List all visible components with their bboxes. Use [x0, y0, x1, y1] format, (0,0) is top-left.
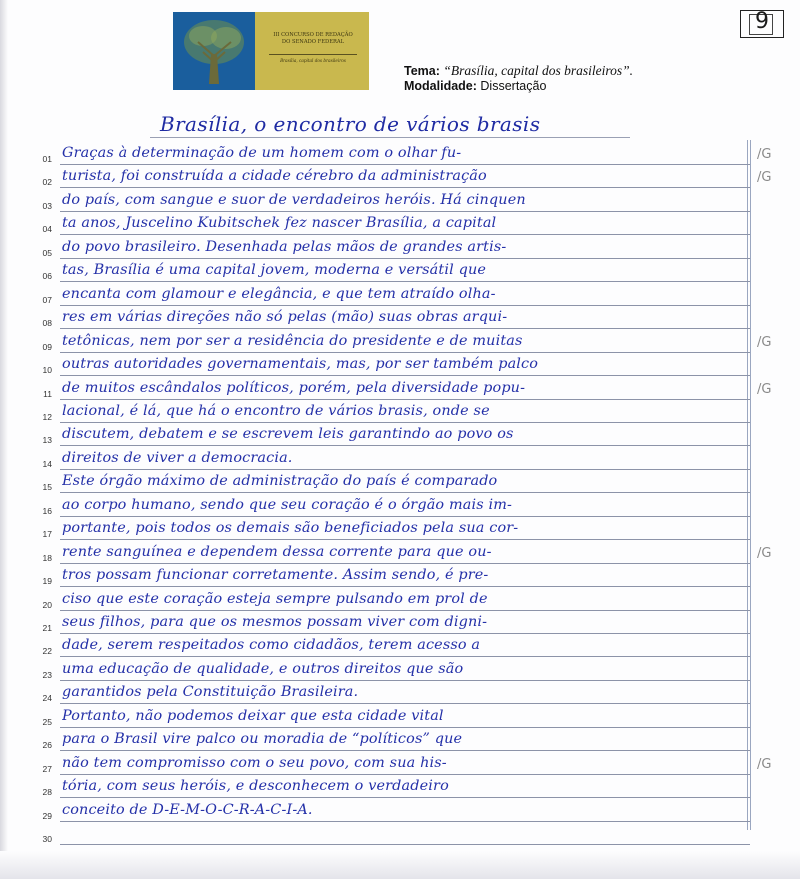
line-number: 15 [42, 482, 52, 493]
essay-line-text: seus filhos, para que os mesmos possam viver com digni- [62, 614, 488, 630]
line-number: 22 [42, 646, 52, 657]
ruled-line [60, 328, 750, 329]
logo-title [261, 32, 365, 46]
ruled-line [60, 586, 750, 587]
ruled-line [60, 703, 750, 704]
essay-line-text [62, 825, 747, 849]
essay-line-text: tetônicas, nem por ser a residência do presidente e de muitas [62, 332, 523, 349]
line-number: 11 [43, 388, 52, 399]
ruled-line [60, 656, 750, 657]
logo-tagline: Brasília, capital dos brasileiros [280, 58, 346, 63]
ruled-line [60, 258, 750, 259]
ruled-line [60, 164, 750, 165]
ruled-line [60, 610, 750, 611]
line-number: 23 [42, 669, 52, 680]
line-number: 16 [42, 505, 52, 516]
logo-line-2: DO SENADO FEDERAL [281, 39, 345, 45]
grader-mark: /G [757, 545, 772, 561]
essay-line-text: encanta com glamour e elegância, e que tem atraído olha- [62, 285, 496, 302]
ruled-line [60, 469, 750, 470]
essay-line-text: res em várias direções não só pelas (mão) suas obras arqui- [62, 309, 508, 326]
ruled-line [60, 633, 750, 634]
line-number: 18 [42, 552, 52, 563]
ruled-line [60, 539, 750, 540]
line-number: 10 [42, 365, 52, 376]
ruled-line [60, 234, 750, 235]
essay-line-text: tória, com seus heróis, e desconhecem o verdadeiro [62, 778, 449, 795]
ruled-line [60, 187, 750, 188]
ruled-line [60, 375, 750, 376]
grader-mark: /G [757, 170, 772, 186]
essay-line-text: ta anos, Juscelino Kubitschek fez nascer Brasília, a capital [62, 215, 497, 232]
page-edge-shadow [0, 0, 8, 879]
line-number: 04 [42, 224, 52, 235]
tree-icon [173, 12, 255, 90]
essay-line-text: do país, com sangue e suor de verdadeiros heróis. Há cinquen [62, 191, 526, 208]
essay-line-text: lacional, é lá, que há o encontro de vários brasis, onde se [62, 402, 490, 419]
essay-line-text: direitos de viver a democracia. [62, 449, 293, 466]
page-bottom-shadow [0, 851, 800, 879]
line-number: 12 [42, 411, 52, 422]
grader-mark: /G [757, 381, 772, 397]
line-number: 03 [42, 200, 52, 211]
tema-line [404, 63, 633, 79]
logo-tree-panel [173, 12, 255, 90]
essay-line-text: rente sanguínea e dependem dessa corrente para que ou- [62, 543, 492, 560]
essay-title: Brasília, o encontro de vários brasis [160, 112, 541, 136]
ruled-line [60, 774, 750, 775]
essay-line-text: Graças à determinação de um homem com o olhar fu- [62, 145, 462, 161]
contest-logo [173, 12, 369, 90]
score-value: 9 [755, 9, 769, 34]
essay-line-text: discutem, debatem e se escrevem leis garantindo ao povo os [62, 426, 514, 443]
ruled-line [60, 399, 750, 400]
tema-value: “Brasília, capital dos brasileiros”. [443, 63, 634, 78]
essay-line-text: ciso que este coração esteja sempre pulsando em prol de [62, 590, 488, 607]
essay-line-text: dade, serem respeitados como cidadãos, terem acesso a [62, 637, 481, 654]
line-number: 21 [42, 623, 52, 633]
essay-line-text: conceito de D-E-M-O-C-R-A-C-I-A. [62, 801, 313, 818]
line-number: 20 [42, 599, 52, 610]
ruled-line [60, 281, 750, 282]
ruled-line [60, 821, 750, 822]
line-number: 26 [42, 740, 52, 751]
ruled-line [60, 727, 750, 728]
essay-line-text: turista, foi construída a cidade cérebro da administração [62, 168, 487, 185]
line-number: 14 [42, 458, 52, 469]
essay-line-text: Este órgão máximo de administração do país é comparado [62, 473, 498, 490]
ruled-line [60, 305, 750, 306]
ruled-line [60, 797, 750, 798]
logo-rule [269, 54, 357, 55]
essay-line-text: do povo brasileiro. Desenhada pelas mãos de grandes artis- [62, 238, 507, 255]
ruled-line [60, 422, 750, 423]
line-number: 05 [42, 247, 52, 258]
essay-line-text: outras autoridades governamentais, mas, por ser também palco [62, 356, 539, 373]
essay-line-text: tas, Brasília é uma capital jovem, moderna e versátil que [62, 262, 487, 279]
line-number: 09 [42, 341, 52, 352]
line-number: 02 [42, 177, 52, 188]
ruled-line [60, 492, 750, 493]
essay-line-text: ao corpo humano, sendo que seu coração é o órgão mais im- [62, 496, 513, 513]
grader-mark: /G [757, 147, 772, 162]
line-number: 28 [42, 787, 52, 798]
modalidade-value: Dissertação [480, 79, 547, 93]
line-number: 06 [42, 271, 52, 282]
ruled-line [60, 445, 750, 446]
grader-mark: /G [757, 334, 772, 350]
modalidade-label: Modalidade: [404, 79, 477, 93]
ruled-line [60, 516, 750, 517]
line-number: 25 [42, 716, 52, 727]
essay-line-text: portante, pois todos os demais são beneficiados pela sua cor- [62, 520, 519, 537]
essay-line-text: não tem compromisso com o seu povo, com sua his- [62, 754, 447, 771]
essay-line-text: de muitos escândalos políticos, porém, pela diversidade popu- [62, 379, 526, 396]
line-number: 17 [42, 529, 52, 540]
line-number: 01 [42, 154, 52, 164]
line-number: 30 [42, 834, 52, 845]
line-number: 08 [42, 318, 52, 329]
right-margin-line-2 [750, 140, 751, 830]
tema-label: Tema: [404, 64, 440, 78]
score-box [740, 10, 784, 38]
ruled-line [60, 563, 750, 564]
line-number: 19 [42, 576, 52, 587]
logo-line-1: III CONCURSO DE REDAÇÃO [273, 32, 353, 38]
line-number: 07 [42, 294, 52, 305]
grader-mark: /G [757, 756, 772, 772]
essay-line-text: para o Brasil vire palco ou moradia de “políticos” que [62, 731, 463, 748]
ruled-line [60, 844, 750, 845]
modalidade-line [404, 79, 546, 93]
essay-line-text: garantidos pela Constituição Brasileira. [62, 684, 359, 701]
essay-line-text: Portanto, não podemos deixar que esta cidade vital [62, 707, 444, 724]
logo-text-panel [255, 12, 369, 90]
essay-line-text: uma educação de qualidade, e outros direitos que são [62, 660, 464, 677]
line-number: 13 [42, 435, 52, 446]
ruled-line [60, 211, 750, 212]
line-number: 24 [42, 693, 52, 704]
essay-line-text: tros possam funcionar corretamente. Assim sendo, é pre- [62, 567, 489, 584]
ruled-line [60, 680, 750, 681]
line-number: 27 [42, 763, 52, 774]
title-underline [150, 137, 630, 138]
ruled-line [60, 352, 750, 353]
line-number: 29 [42, 810, 52, 821]
ruled-line [60, 750, 750, 751]
